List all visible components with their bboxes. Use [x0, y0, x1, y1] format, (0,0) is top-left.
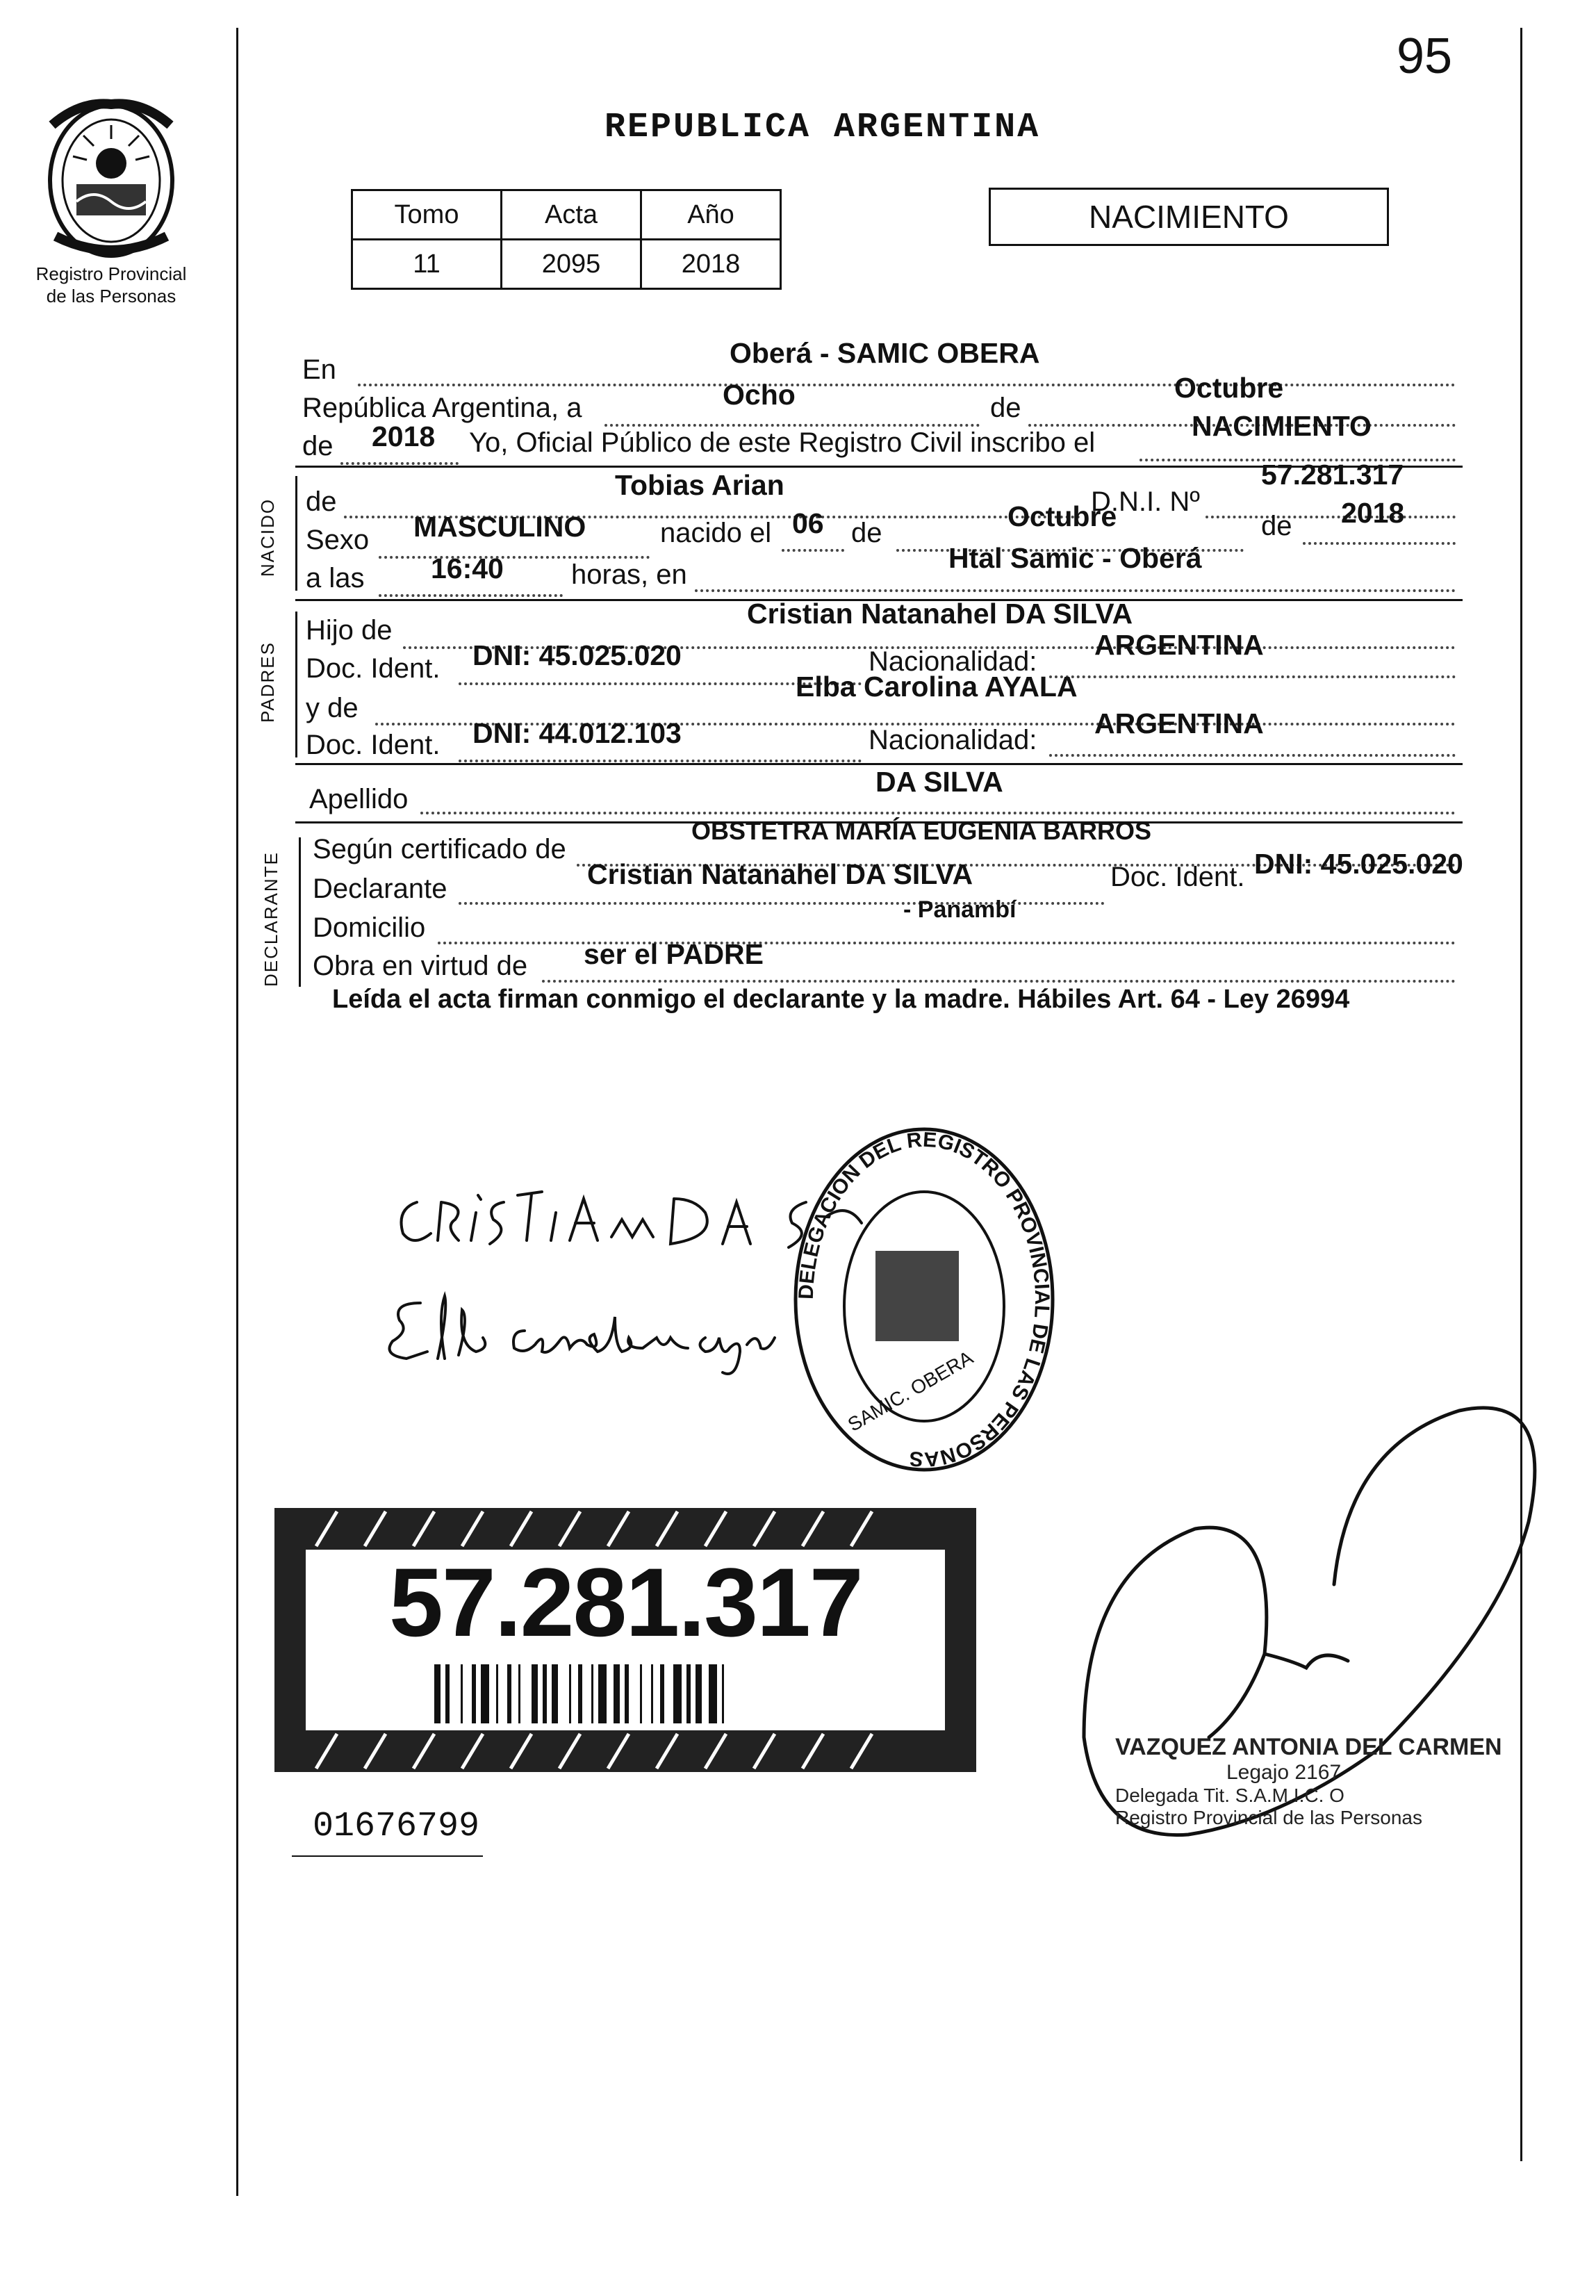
label-nac-father: Nacionalidad:	[869, 646, 1037, 677]
label-nacido-el: nacido el	[660, 518, 772, 548]
barcode-bar	[660, 1664, 664, 1723]
label-horas: horas, en	[571, 559, 687, 590]
apellido-value: DA SILVA	[875, 766, 1003, 798]
padres-bracket	[295, 612, 297, 757]
barcode-bar	[640, 1664, 642, 1723]
father-nat: ARGENTINA	[1094, 629, 1264, 661]
barcode-bar	[532, 1664, 538, 1723]
label-domicilio: Domicilio	[313, 912, 426, 943]
official-stamp	[1115, 1734, 1502, 1829]
declarante-bracket	[299, 837, 301, 987]
dots-time	[379, 594, 563, 597]
barcode-bar	[518, 1664, 520, 1723]
tomo-value: 11	[352, 240, 502, 289]
dots-birth-place	[695, 589, 1456, 592]
stamp-text: DELEGACION DEL REGISTRO PROVINCIAL DE LAS PERSONAS	[794, 1128, 1054, 1471]
barcode-bar	[709, 1664, 717, 1723]
registry-caption	[21, 263, 201, 307]
dom-value: - Panambí	[903, 896, 1017, 923]
label-doc-declarante: Doc. Ident.	[1110, 862, 1245, 892]
label-dni: D.N.I. Nº	[1091, 486, 1200, 517]
rule-after-padres	[295, 763, 1463, 765]
barcode-bar	[543, 1664, 547, 1723]
stamp-inner-text: SAMIC. OBERA	[844, 1346, 977, 1436]
label-doc-mother: Doc. Ident.	[306, 730, 441, 760]
serial-underline	[292, 1855, 483, 1857]
label-y-de: y de	[306, 693, 359, 723]
label-country: República Argentina, a	[302, 393, 582, 423]
mother-name: Elba Carolina AYALA	[796, 671, 1078, 703]
obra-value: ser el PADRE	[584, 938, 764, 970]
barcode-bar	[434, 1664, 441, 1723]
dots-father-nat	[1049, 675, 1456, 678]
mother-nat: ARGENTINA	[1094, 707, 1264, 739]
reference-table	[351, 189, 782, 290]
dots-sexo	[379, 556, 650, 559]
birth-month: Octubre	[1007, 500, 1117, 532]
page-number: 95	[1397, 28, 1453, 84]
registry-oval-stamp	[778, 1119, 1070, 1480]
day-value: Ocho	[723, 379, 796, 411]
inscription-text: Yo, Oficial Público de este Registro Civil inscribo el	[469, 427, 1096, 458]
acta-header: Acta	[502, 190, 641, 240]
birth-time: 16:40	[431, 552, 504, 584]
barcode-bar	[481, 1664, 489, 1723]
dots-mother-nat	[1049, 754, 1456, 757]
barcode-bar	[598, 1664, 607, 1723]
anio-value: 2018	[641, 240, 781, 289]
official-stamp-line4: Registro Provincial de las Personas	[1115, 1807, 1422, 1828]
label-en: En	[302, 354, 336, 385]
nacido-side-label: NACIDO	[257, 498, 278, 577]
provincial-seal-logo	[38, 97, 184, 271]
birth-year: 2018	[1341, 497, 1405, 529]
label-certificado: Según certificado de	[313, 834, 566, 864]
label-doc-father: Doc. Ident.	[306, 653, 441, 684]
signing-note: Leída el acta firman conmigo el declarante y la madre. Hábiles Art. 64 - Ley 26994	[332, 985, 1350, 1014]
barcode-bar	[507, 1664, 511, 1723]
decl-doc: DNI: 45.025.020	[1254, 848, 1463, 880]
label-apellido: Apellido	[309, 784, 409, 814]
dots-en	[358, 384, 1456, 386]
father-doc: DNI: 45.025.020	[472, 639, 682, 671]
barcode-bar	[722, 1664, 724, 1723]
mother-doc: DNI: 44.012.103	[472, 717, 682, 749]
official-stamp-line3: Delegada Tit. S.A.M.I.C. O	[1115, 1785, 1344, 1806]
barcode-bar	[673, 1664, 682, 1723]
label-nacido-de: de	[306, 486, 337, 517]
barcode-bar	[686, 1664, 691, 1723]
label-de-birth-month: de	[851, 518, 882, 548]
tomo-header: Tomo	[352, 190, 502, 240]
dots-mother-doc	[459, 760, 862, 762]
registry-caption-line1: Registro Provincial	[35, 263, 187, 284]
label-sexo: Sexo	[306, 525, 370, 555]
dots-day	[604, 424, 980, 427]
place-value: Oberá - SAMIC OBERA	[730, 337, 1040, 369]
sexo-value: MASCULINO	[413, 511, 586, 543]
barcode-bar	[461, 1664, 463, 1723]
country-title: REPUBLICA ARGENTINA	[604, 108, 1041, 147]
dots-birth-year	[1303, 542, 1456, 545]
barcode-bar	[625, 1664, 629, 1723]
barcode-bar	[591, 1664, 593, 1723]
official-stamp-line1: VAZQUEZ ANTONIA DEL CARMEN	[1115, 1734, 1502, 1760]
acta-value: 2095	[502, 240, 641, 289]
birth-day: 06	[792, 507, 824, 539]
barcode-bar	[696, 1664, 702, 1723]
dni-number-label: 57.281.317	[389, 1548, 862, 1657]
child-name: Tobias Arian	[615, 469, 784, 501]
dots-apellido	[420, 812, 1456, 814]
dots-dni	[1206, 516, 1456, 518]
barcode-bar	[552, 1664, 558, 1723]
dots-birth-day	[782, 549, 844, 552]
label-declarante: Declarante	[313, 874, 447, 904]
label-obra: Obra en virtud de	[313, 951, 528, 981]
record-type-box: NACIMIENTO	[989, 188, 1389, 246]
month-value: Octubre	[1174, 372, 1284, 404]
nacido-bracket	[295, 476, 297, 591]
padres-side-label: PADRES	[257, 641, 278, 723]
barcode-bar	[651, 1664, 653, 1723]
left-margin-line	[236, 28, 238, 2196]
year-value: 2018	[372, 420, 436, 452]
declarante-side-label: DECLARANTE	[261, 851, 281, 987]
barcode-bar	[496, 1664, 498, 1723]
label-de-year: de	[302, 431, 334, 461]
label-a-las: a las	[306, 563, 365, 593]
mother-signature	[379, 1282, 809, 1379]
label-de-month: de	[990, 393, 1021, 423]
barcode-bar	[569, 1664, 571, 1723]
label-nac-mother: Nacionalidad:	[869, 725, 1037, 755]
anio-header: Año	[641, 190, 781, 240]
inscription-value: NACIMIENTO	[1192, 410, 1372, 442]
barcode-bar	[445, 1664, 450, 1723]
serial-number: 01676799	[313, 1807, 480, 1846]
official-stamp-line2: Legajo 2167	[1226, 1761, 1342, 1784]
birth-place: Htal Samic - Oberá	[948, 542, 1202, 574]
label-de-birth-year: de	[1261, 511, 1292, 541]
barcode-bar	[614, 1664, 620, 1723]
registry-caption-line2: de las Personas	[46, 286, 176, 306]
barcode-bar	[578, 1664, 582, 1723]
barcode-bar	[472, 1664, 476, 1723]
father-name: Cristian Natanahel DA SILVA	[747, 598, 1133, 630]
child-dni: 57.281.317	[1261, 459, 1404, 491]
dots-year	[340, 462, 459, 465]
label-hijo-de: Hijo de	[306, 615, 393, 646]
decl-value: Cristian Natanahel DA SILVA	[587, 858, 973, 890]
cert-value: OBSTETRA MARÍA EUGENIA BARROS	[691, 817, 1152, 845]
